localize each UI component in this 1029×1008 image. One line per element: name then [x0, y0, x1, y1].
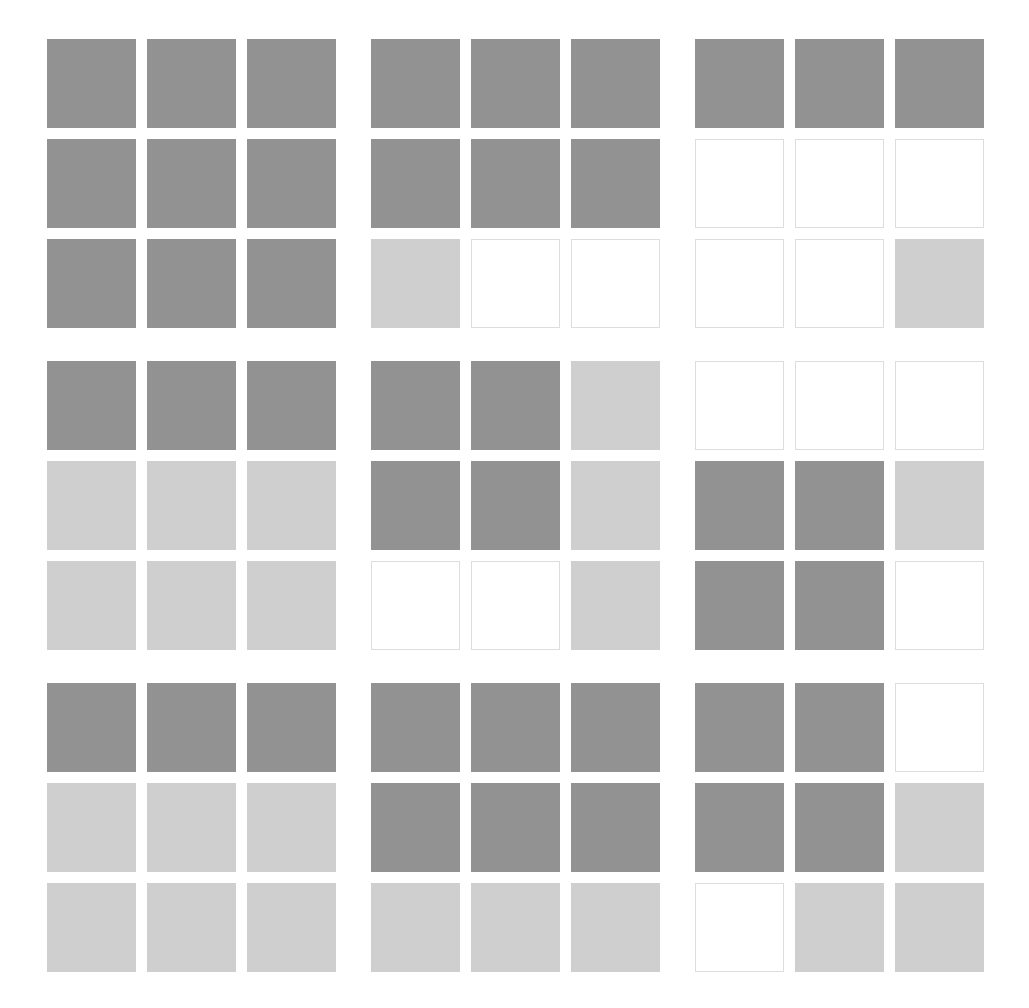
- tile-r2c2-r2c2: [471, 461, 560, 550]
- tile-r3c3-r3c2: [795, 883, 884, 972]
- tile-r2c3-r1c1: [695, 361, 784, 450]
- tile-r2c2-r3c3: [571, 561, 660, 650]
- tile-r2c1-r2c3: [247, 461, 336, 550]
- tile-r3c1-r1c1: [47, 683, 136, 772]
- tile-r3c2-r1c3: [571, 683, 660, 772]
- tile-r3c3-r2c2: [795, 783, 884, 872]
- tile-r2c1-r3c1: [47, 561, 136, 650]
- tile-r2c3-r1c2: [795, 361, 884, 450]
- tile-r2c2-r1c1: [371, 361, 460, 450]
- tile-r2c2-r2c1: [371, 461, 460, 550]
- tile-r2c2-r2c3: [571, 461, 660, 550]
- tile-r3c2-r1c1: [371, 683, 460, 772]
- tile-r3c2-r2c2: [471, 783, 560, 872]
- tile-r1c1-r3c2: [147, 239, 236, 328]
- tile-r1c2-r3c3: [571, 239, 660, 328]
- tile-r1c1-r1c2: [147, 39, 236, 128]
- tile-r3c1-r1c2: [147, 683, 236, 772]
- tile-r3c3-r1c1: [695, 683, 784, 772]
- tile-r2c2-r1c3: [571, 361, 660, 450]
- tile-r2c3-r3c3: [895, 561, 984, 650]
- tile-r3c1-r3c2: [147, 883, 236, 972]
- tile-r2c3-r3c1: [695, 561, 784, 650]
- tile-r1c3-r2c1: [695, 139, 784, 228]
- tile-r2c1-r1c2: [147, 361, 236, 450]
- tile-r3c1-r2c1: [47, 783, 136, 872]
- tile-r2c3-r3c2: [795, 561, 884, 650]
- tile-r1c1-r2c1: [47, 139, 136, 228]
- tile-r2c1-r3c2: [147, 561, 236, 650]
- tile-r3c2-r3c3: [571, 883, 660, 972]
- tile-r1c2-r1c2: [471, 39, 560, 128]
- tile-r3c2-r1c2: [471, 683, 560, 772]
- tile-r1c3-r1c2: [795, 39, 884, 128]
- tile-r3c1-r2c3: [247, 783, 336, 872]
- tile-r2c1-r2c2: [147, 461, 236, 550]
- tile-r1c3-r1c3: [895, 39, 984, 128]
- tile-r2c3-r2c3: [895, 461, 984, 550]
- tile-r3c3-r2c3: [895, 783, 984, 872]
- tile-r3c2-r2c3: [571, 783, 660, 872]
- tile-r3c3-r2c1: [695, 783, 784, 872]
- tile-r3c1-r3c1: [47, 883, 136, 972]
- tile-r1c1-r1c3: [247, 39, 336, 128]
- tile-r3c2-r2c1: [371, 783, 460, 872]
- tile-r1c2-r3c2: [471, 239, 560, 328]
- tile-r2c1-r2c1: [47, 461, 136, 550]
- tile-r1c3-r3c1: [695, 239, 784, 328]
- tile-r1c2-r1c3: [571, 39, 660, 128]
- tile-r1c2-r2c2: [471, 139, 560, 228]
- tile-r2c1-r1c1: [47, 361, 136, 450]
- tile-r1c2-r2c1: [371, 139, 460, 228]
- tile-r1c3-r2c2: [795, 139, 884, 228]
- tile-r2c1-r1c3: [247, 361, 336, 450]
- tile-r1c3-r3c2: [795, 239, 884, 328]
- tile-r1c3-r3c3: [895, 239, 984, 328]
- tile-r3c2-r3c1: [371, 883, 460, 972]
- tile-r1c3-r2c3: [895, 139, 984, 228]
- tile-r3c3-r1c3: [895, 683, 984, 772]
- tile-r3c1-r1c3: [247, 683, 336, 772]
- tile-r2c3-r2c1: [695, 461, 784, 550]
- tile-r1c2-r2c3: [571, 139, 660, 228]
- tile-r2c2-r3c2: [471, 561, 560, 650]
- tile-r1c1-r2c2: [147, 139, 236, 228]
- tile-r1c1-r3c3: [247, 239, 336, 328]
- tile-r1c1-r2c3: [247, 139, 336, 228]
- tile-r2c3-r2c2: [795, 461, 884, 550]
- tile-r2c2-r1c2: [471, 361, 560, 450]
- tile-r3c3-r1c2: [795, 683, 884, 772]
- tile-r3c3-r3c1: [695, 883, 784, 972]
- tile-r2c2-r3c1: [371, 561, 460, 650]
- tile-r3c1-r3c3: [247, 883, 336, 972]
- tile-r1c1-r3c1: [47, 239, 136, 328]
- tile-r3c1-r2c2: [147, 783, 236, 872]
- tile-r1c3-r1c1: [695, 39, 784, 128]
- tile-r2c1-r3c3: [247, 561, 336, 650]
- tile-r3c2-r3c2: [471, 883, 560, 972]
- tile-r3c3-r3c3: [895, 883, 984, 972]
- tile-r2c3-r1c3: [895, 361, 984, 450]
- tile-r1c2-r1c1: [371, 39, 460, 128]
- tile-r1c1-r1c1: [47, 39, 136, 128]
- tile-r1c2-r3c1: [371, 239, 460, 328]
